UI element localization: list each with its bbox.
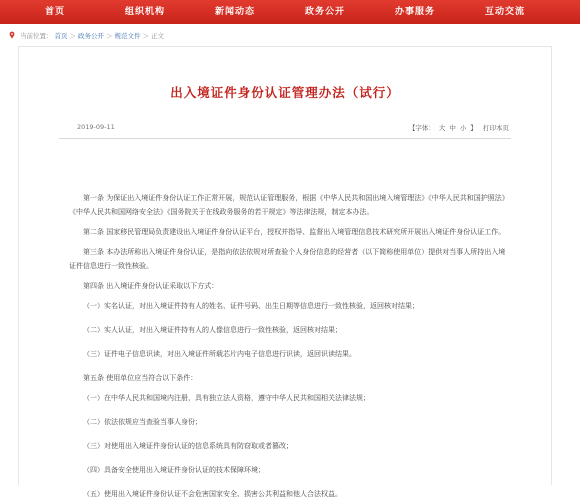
breadcrumb-government-affairs-link[interactable]: 政务公开 [78, 31, 104, 40]
article-paragraph: 第二条 国家移民管理局负责建设出入境证件身份认证平台，授权并指导、监督出入境管理信息技术研究所开展出入境证件身份认证工作。 [83, 228, 506, 236]
font-size-small-button[interactable]: 小 [459, 123, 467, 132]
article-paragraph: （一）在中华人民共和国境内注册，具有独立法人资格，遵守中华人民共和国相关法律法规； [83, 394, 370, 402]
article-paragraph: （四）具备安全使用出入境证件身份认证的技术保障环境； [83, 466, 265, 474]
breadcrumb-separator: ＞ [106, 31, 113, 40]
article-paragraph: （二）依法依规应当查验当事人身份； [83, 418, 202, 426]
article-body [39, 139, 531, 501]
nav-item-government-affairs[interactable]: 政务公开 [304, 7, 345, 17]
article-paragraph: （五）使用出入境证件身份认证不会危害国家安全、损害公共利益和他人合法权益。 [83, 490, 342, 498]
article-title: 出入境证件身份认证管理办法（试行） [170, 85, 400, 100]
article-paragraph: 第三条 本办法所称出入境证件身份认证，是指向依法依规对所查验个人身份信息的经营者（以下简称使用单位）提供对当事人所持出入境证件信息进行一致性核验。 [69, 248, 506, 270]
print-page-link[interactable]: 打印本页 [483, 123, 509, 132]
breadcrumb [0, 24, 580, 46]
font-size-controls [407, 123, 511, 132]
breadcrumb-prefix: 当前位置： [20, 31, 53, 40]
article-paragraph: （一）实名认证，对出入境证件持有人的姓名、证件号码、出生日期等信息进行一致性核验，返回核对结果； [83, 302, 419, 310]
breadcrumb-separator: ＞ [142, 31, 149, 40]
breadcrumb-regulations-link[interactable]: 规范文件 [114, 31, 141, 40]
article-paragraph: 第一条 为保证出入境证件身份认证工作正常开展，规范认证管理服务，根据《中华人民共和国出境入境管理法》《中华人民共和国护照法》《中华人民共和国网络安全法》《国务院关于在线政务服务的若干规定》等法律法规，制定本办法。 [69, 194, 506, 216]
article-paragraph: （二）实人认证，对出入境证件持有人的人像信息进行一致性核验，返回核对结果； [83, 326, 342, 334]
font-size-close-bracket: 】 [470, 123, 477, 132]
top-navigation-bar [0, 0, 580, 24]
nav-item-interaction[interactable]: 互动交流 [484, 7, 525, 17]
breadcrumb-home-link[interactable]: 首页 [54, 31, 68, 40]
breadcrumb-separator: ＞ [69, 31, 76, 40]
font-size-medium-button[interactable]: 中 [449, 123, 456, 132]
publish-date: 2019-09-11 [77, 123, 115, 131]
nav-item-services[interactable]: 办事服务 [394, 7, 435, 17]
article-paragraph: 第五条 使用单位应当符合以下条件： [83, 374, 198, 382]
font-size-label: 【字体： [408, 123, 435, 132]
article-paragraph: （三）证件电子信息识读，对出入境证件所载芯片内电子信息进行识读，返回识读结果。 [83, 350, 356, 358]
location-icon [8, 31, 16, 39]
nav-item-organization[interactable]: 组织机构 [124, 7, 165, 17]
article-meta [39, 121, 531, 133]
font-size-large-button[interactable]: 大 [438, 123, 446, 132]
nav-item-news[interactable]: 新闻动态 [214, 7, 255, 17]
article-container [18, 46, 552, 498]
article-paragraph: （三）对使用出入境证件身份认证的信息系统具有防窃取或者篡改； [83, 442, 293, 450]
article-paragraph: 第四条 出入境证件身份认证采取以下方式： [83, 282, 219, 290]
nav-item-home[interactable]: 首页 [44, 7, 65, 17]
breadcrumb-current: 正文 [151, 31, 164, 40]
